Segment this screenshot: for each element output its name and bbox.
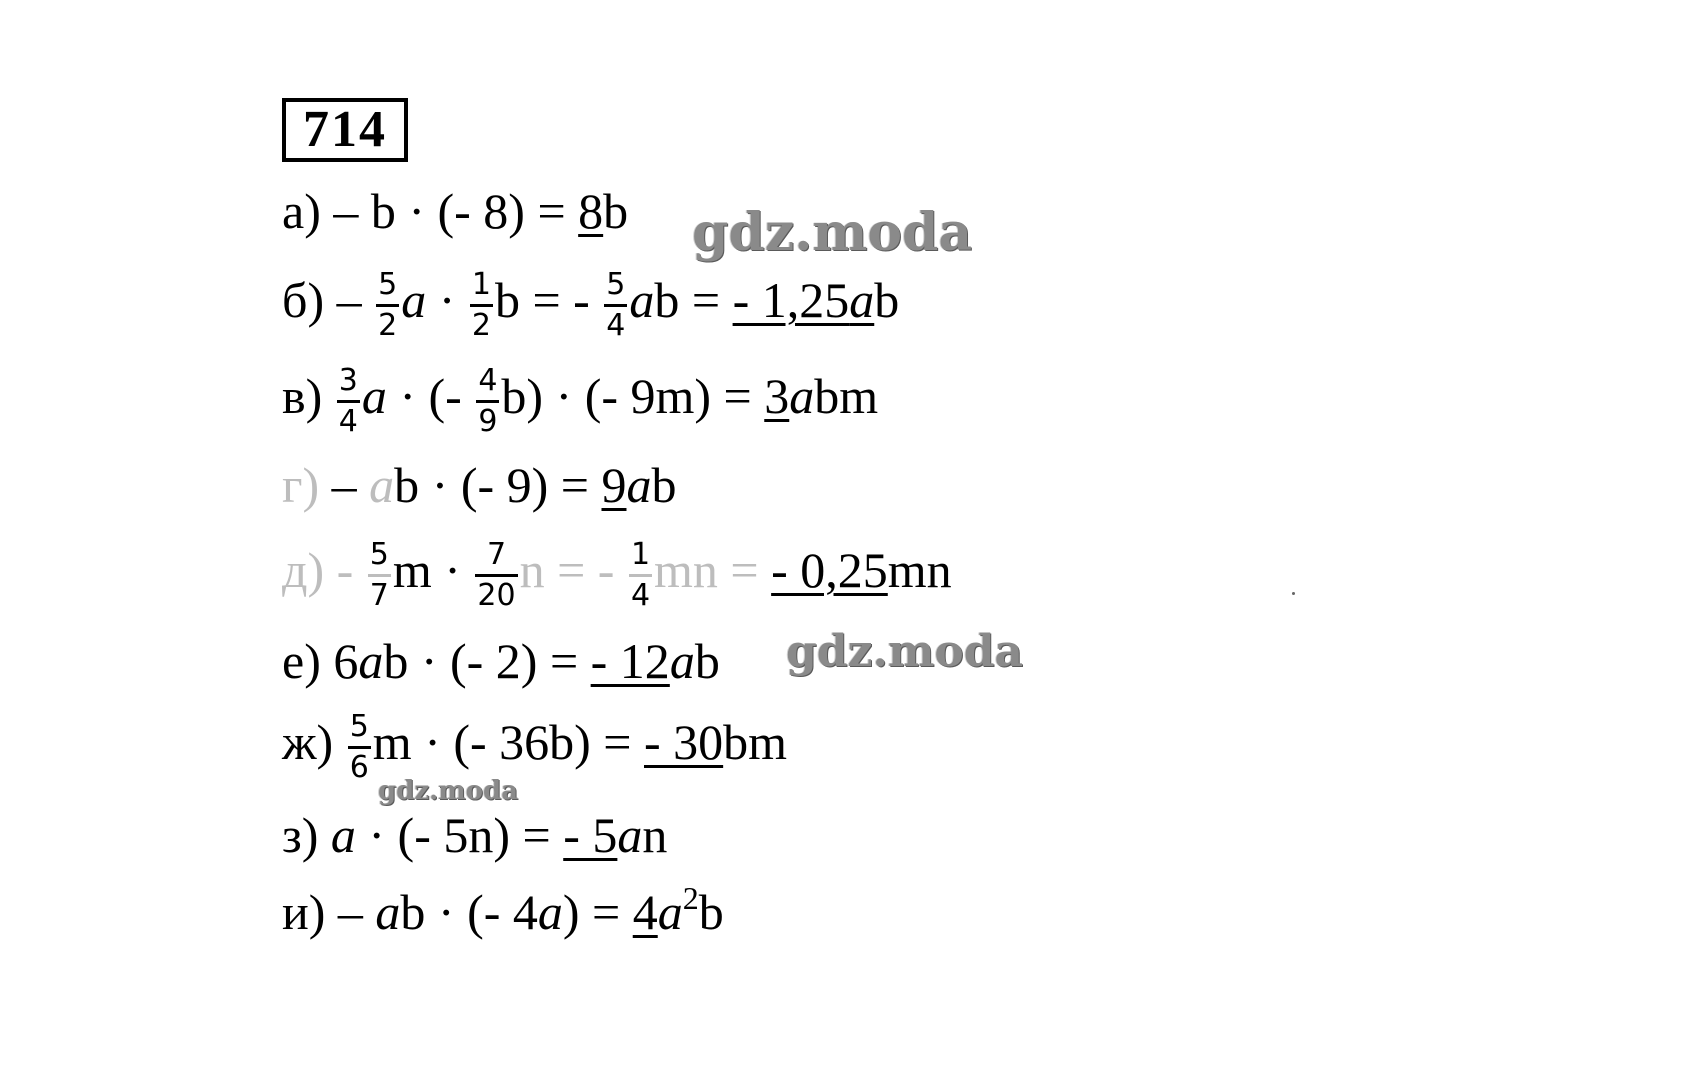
- denominator: 2: [471, 308, 491, 343]
- text: – b · (- 8) =: [320, 183, 579, 239]
- denominator: 2: [378, 308, 398, 343]
- text: bm: [814, 367, 879, 424]
- text: ) =: [562, 884, 633, 940]
- text: ·: [426, 271, 468, 328]
- fraction: [368, 537, 391, 613]
- label-e: е): [282, 633, 321, 689]
- fraction: [348, 709, 371, 785]
- denominator: 9: [478, 404, 498, 439]
- fraction: [337, 363, 360, 439]
- label-z: з): [282, 807, 319, 863]
- numerator: 5: [368, 540, 391, 577]
- variable: a: [669, 633, 695, 689]
- exponent: 2: [682, 880, 699, 916]
- numerator: 5: [348, 712, 371, 749]
- label-g: г): [282, 457, 320, 513]
- answer: 9: [601, 457, 627, 513]
- variable: a: [537, 884, 563, 940]
- label-v: в): [282, 367, 323, 424]
- label-d: д): [282, 541, 325, 598]
- variable: a: [629, 271, 655, 328]
- line-v: [282, 363, 879, 439]
- fraction: [604, 267, 627, 343]
- text: –: [325, 884, 376, 940]
- label-zh: ж): [282, 713, 334, 770]
- answer: 4: [632, 884, 658, 940]
- text: b) · (- 9m) =: [501, 367, 765, 424]
- fraction: [475, 537, 517, 613]
- numerator: 4: [476, 366, 499, 403]
- line-g: [282, 457, 677, 513]
- denominator: 20: [477, 578, 516, 613]
- text: -: [324, 541, 366, 598]
- answer: - 12: [590, 633, 670, 689]
- line-a: [282, 183, 629, 239]
- watermark: gdz.moda: [378, 776, 519, 806]
- watermark: gdz.moda: [692, 202, 973, 263]
- numerator: 5: [376, 270, 399, 307]
- text: b · (- 9) =: [394, 457, 602, 513]
- text: b · (- 4: [400, 884, 538, 940]
- text: n: [642, 807, 668, 863]
- variable: a: [849, 271, 875, 328]
- denominator: 4: [630, 578, 651, 613]
- answer-number: - 1,25: [732, 271, 850, 328]
- text: b =: [654, 271, 733, 328]
- answer: [733, 272, 875, 328]
- fraction: [376, 267, 399, 343]
- text: b: [698, 884, 724, 940]
- variable: a: [657, 884, 683, 940]
- numerator: 5: [604, 270, 627, 307]
- text: m ·: [392, 541, 474, 598]
- answer: 8: [578, 183, 604, 239]
- text: –: [319, 457, 370, 513]
- line-z: [282, 807, 668, 863]
- variable: a: [358, 633, 384, 689]
- text: b · (- 2) =: [383, 633, 591, 689]
- text: n = -: [519, 541, 627, 598]
- text: b = -: [494, 271, 603, 328]
- answer: - 0,25: [771, 541, 888, 598]
- variable: a: [375, 884, 401, 940]
- line-zh: [282, 709, 788, 785]
- speck: [1292, 592, 1295, 595]
- text: –: [324, 271, 375, 328]
- numerator: 7: [475, 540, 517, 577]
- answer: - 30: [644, 713, 724, 770]
- line-b: [282, 267, 900, 343]
- variable: a: [401, 271, 427, 328]
- fraction: [476, 363, 499, 439]
- text: mn: [887, 541, 952, 598]
- numerator: 1: [629, 540, 652, 577]
- text: b: [694, 633, 720, 689]
- denominator: 6: [349, 750, 369, 785]
- text: bm: [723, 713, 788, 770]
- variable: a: [369, 457, 395, 513]
- denominator: 4: [606, 308, 626, 343]
- answer: 3: [764, 367, 790, 424]
- variable: a: [330, 807, 356, 863]
- label-b: б): [282, 271, 325, 328]
- denominator: 4: [338, 404, 358, 439]
- label-i: и): [282, 884, 326, 940]
- text: b: [651, 457, 677, 513]
- line-e: [282, 633, 720, 689]
- text: b: [603, 183, 629, 239]
- denominator: 7: [369, 578, 389, 613]
- text: · (-: [386, 367, 475, 424]
- watermark: gdz.moda: [786, 626, 1024, 677]
- label-a: а): [282, 183, 321, 239]
- line-i: [282, 880, 724, 940]
- answer: - 5: [563, 807, 618, 863]
- text: mn =: [654, 541, 772, 598]
- variable: a: [361, 367, 387, 424]
- variable: a: [617, 807, 643, 863]
- text: m · (- 36b) =: [372, 713, 644, 770]
- variable: a: [626, 457, 652, 513]
- variable: a: [789, 367, 815, 424]
- problem-number: 714: [282, 98, 408, 162]
- numerator: 3: [337, 366, 360, 403]
- text: · (- 5n) =: [355, 807, 564, 863]
- fraction: [629, 537, 652, 613]
- text: b: [874, 271, 900, 328]
- fraction: [470, 267, 493, 343]
- text: 6: [320, 633, 359, 689]
- numerator: 1: [470, 270, 493, 307]
